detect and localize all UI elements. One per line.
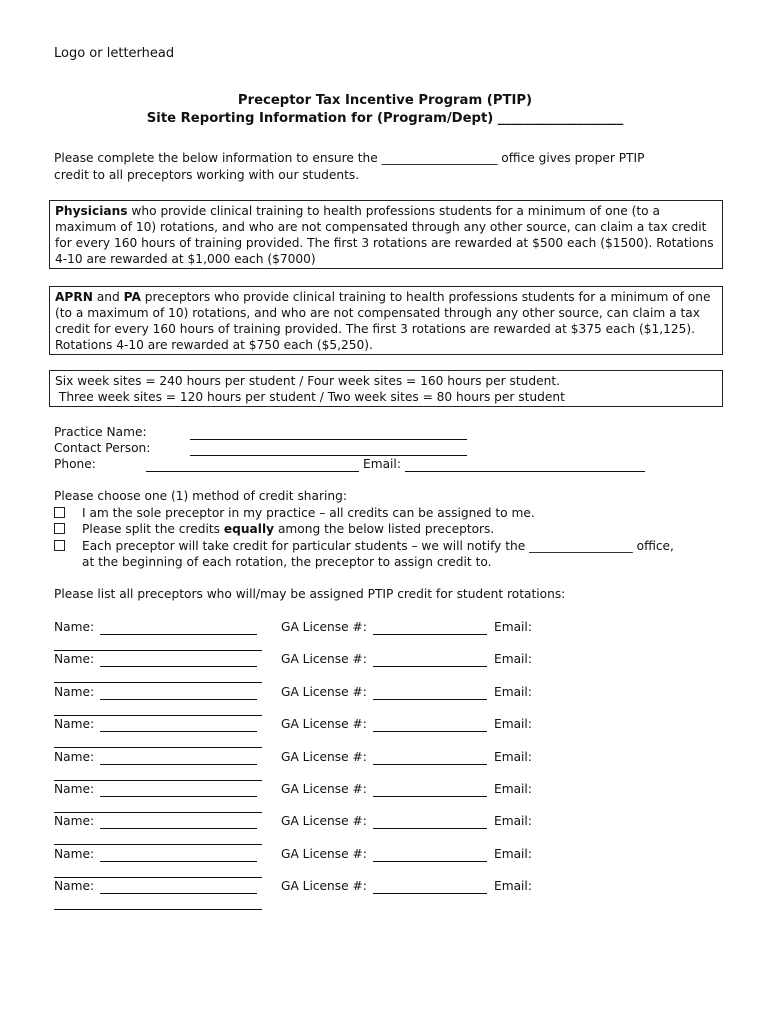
pa-heading: PA bbox=[123, 290, 141, 304]
preceptor-email-field[interactable] bbox=[54, 747, 262, 748]
option-sole-preceptor[interactable] bbox=[54, 506, 65, 520]
preceptor-email-label: Email: bbox=[494, 879, 532, 893]
option-per-student[interactable] bbox=[54, 539, 65, 553]
option-sole-label: I am the sole preceptor in my practice – all credits can be assigned to me. bbox=[82, 506, 535, 520]
physicians-text: who provide clinical training to health professions students for a minimum of one (to a maximum of 10) rotations, and who are not compensated through any other source, can claim a tax credit for every 160 hours of training provided. The first 3 rotations are rewarded at $500 each ($1500). Rotations 4-10 are rewarded at $1,000 each ($7000) bbox=[55, 204, 714, 266]
preceptor-name-field[interactable] bbox=[100, 861, 257, 862]
preceptor-name-field[interactable] bbox=[100, 634, 257, 635]
option-per-student-label-line2: at the beginning of each rotation, the preceptor to assign credit to. bbox=[82, 555, 492, 569]
preceptor-license-field[interactable] bbox=[373, 666, 487, 667]
preceptor-license-label: GA License #: bbox=[281, 717, 367, 731]
preceptor-name-label: Name: bbox=[54, 847, 95, 861]
contact-email-field[interactable] bbox=[405, 471, 645, 472]
preceptor-name-field[interactable] bbox=[100, 828, 257, 829]
preceptor-email-label: Email: bbox=[494, 782, 532, 796]
preceptor-license-field[interactable] bbox=[373, 893, 487, 894]
option-split-checkbox[interactable] bbox=[54, 523, 65, 534]
form-subtitle: Site Reporting Information for (Program/Dept) ___________________ bbox=[146, 111, 624, 126]
preceptor-name-field[interactable] bbox=[100, 666, 257, 667]
preceptor-email-field[interactable] bbox=[54, 844, 262, 845]
preceptor-license-field[interactable] bbox=[373, 731, 487, 732]
contact-person-label: Contact Person: bbox=[54, 441, 151, 455]
preceptor-email-field[interactable] bbox=[54, 909, 262, 910]
preceptor-name-field[interactable] bbox=[100, 893, 257, 894]
preceptor-license-label: GA License #: bbox=[281, 685, 367, 699]
intro-text-line1: Please complete the below information to ensure the ___________________ office gives proper PTIP bbox=[54, 151, 645, 165]
preceptor-license-label: GA License #: bbox=[281, 814, 367, 828]
preceptor-email-label: Email: bbox=[494, 847, 532, 861]
preceptor-email-field[interactable] bbox=[54, 715, 262, 716]
intro-text-line2: credit to all preceptors working with our students. bbox=[54, 168, 360, 182]
preceptor-email-field[interactable] bbox=[54, 650, 262, 651]
preceptor-name-label: Name: bbox=[54, 685, 95, 699]
aprn-pa-info-box bbox=[49, 286, 723, 355]
preceptor-email-label: Email: bbox=[494, 685, 532, 699]
preceptor-email-field[interactable] bbox=[54, 780, 262, 781]
form-title: Preceptor Tax Incentive Program (PTIP) bbox=[237, 93, 533, 108]
preceptor-name-field[interactable] bbox=[100, 796, 257, 797]
preceptor-license-field[interactable] bbox=[373, 796, 487, 797]
preceptor-list-prompt: Please list all preceptors who will/may be assigned PTIP credit for student rotations: bbox=[54, 587, 566, 601]
preceptor-name-label: Name: bbox=[54, 717, 95, 731]
practice-name-label: Practice Name: bbox=[54, 425, 147, 439]
physicians-info-box bbox=[49, 200, 723, 269]
preceptor-name-label: Name: bbox=[54, 814, 95, 828]
aprn-heading: APRN bbox=[55, 290, 93, 304]
phone-field[interactable] bbox=[146, 471, 359, 472]
option-split-equally[interactable] bbox=[54, 522, 65, 536]
logo-placeholder: Logo or letterhead bbox=[54, 46, 175, 61]
option-split-bold: equally bbox=[223, 522, 275, 536]
preceptor-name-label: Name: bbox=[54, 652, 95, 666]
option-per-student-checkbox[interactable] bbox=[54, 540, 65, 551]
aprn-pa-text: preceptors who provide clinical training to health professions students for a minimum of one (to a maximum of 10) rotations, and who are not compensated through any other source, can claim a tax credit for every 160 hours of training provided. The first 3 rotations are rewarded at $375 each ($1,125). Rotations 4-10 are rewarded at $750 each ($5,250). bbox=[55, 290, 711, 352]
preceptor-license-field[interactable] bbox=[373, 861, 487, 862]
option-split-text-a: Please split the credits bbox=[82, 522, 224, 536]
preceptor-email-label: Email: bbox=[494, 750, 532, 764]
preceptor-license-field[interactable] bbox=[373, 828, 487, 829]
hours-info-box bbox=[49, 370, 723, 407]
option-split-text-b: among the below listed preceptors. bbox=[274, 522, 495, 536]
preceptor-email-field[interactable] bbox=[54, 682, 262, 683]
preceptor-email-label: Email: bbox=[494, 814, 532, 828]
credit-sharing-prompt: Please choose one (1) method of credit sharing: bbox=[54, 489, 347, 503]
preceptor-license-field[interactable] bbox=[373, 699, 487, 700]
preceptor-license-label: GA License #: bbox=[281, 879, 367, 893]
preceptor-email-field[interactable] bbox=[54, 812, 262, 813]
preceptor-license-label: GA License #: bbox=[281, 750, 367, 764]
preceptor-name-label: Name: bbox=[54, 782, 95, 796]
physicians-heading: Physicians bbox=[55, 204, 128, 218]
preceptor-name-label: Name: bbox=[54, 879, 95, 893]
preceptor-license-field[interactable] bbox=[373, 634, 487, 635]
preceptor-license-label: GA License #: bbox=[281, 782, 367, 796]
option-sole-checkbox[interactable] bbox=[54, 507, 65, 518]
hours-line1: Six week sites = 240 hours per student / Four week sites = 160 hours per student. bbox=[55, 374, 560, 388]
preceptor-name-field[interactable] bbox=[100, 731, 257, 732]
preceptor-name-field[interactable] bbox=[100, 764, 257, 765]
preceptor-name-field[interactable] bbox=[100, 699, 257, 700]
preceptor-license-field[interactable] bbox=[373, 764, 487, 765]
hours-line2: Three week sites = 120 hours per student / Two week sites = 80 hours per student bbox=[55, 390, 565, 404]
preceptor-license-label: GA License #: bbox=[281, 620, 367, 634]
preceptor-email-label: Email: bbox=[494, 620, 532, 634]
phone-label: Phone: bbox=[54, 457, 96, 471]
preceptor-name-label: Name: bbox=[54, 750, 95, 764]
contact-email-label: Email: bbox=[363, 457, 401, 471]
preceptor-name-label: Name: bbox=[54, 620, 95, 634]
practice-name-field[interactable] bbox=[190, 439, 467, 440]
aprn-and: and bbox=[92, 290, 124, 304]
preceptor-email-field[interactable] bbox=[54, 877, 262, 878]
contact-person-field[interactable] bbox=[190, 455, 467, 456]
preceptor-email-label: Email: bbox=[494, 652, 532, 666]
option-per-student-label-line1: Each preceptor will take credit for particular students – we will notify the _________________ office, bbox=[82, 539, 674, 553]
preceptor-email-label: Email: bbox=[494, 717, 532, 731]
option-split-label bbox=[82, 522, 494, 536]
preceptor-license-label: GA License #: bbox=[281, 847, 367, 861]
preceptor-license-label: GA License #: bbox=[281, 652, 367, 666]
